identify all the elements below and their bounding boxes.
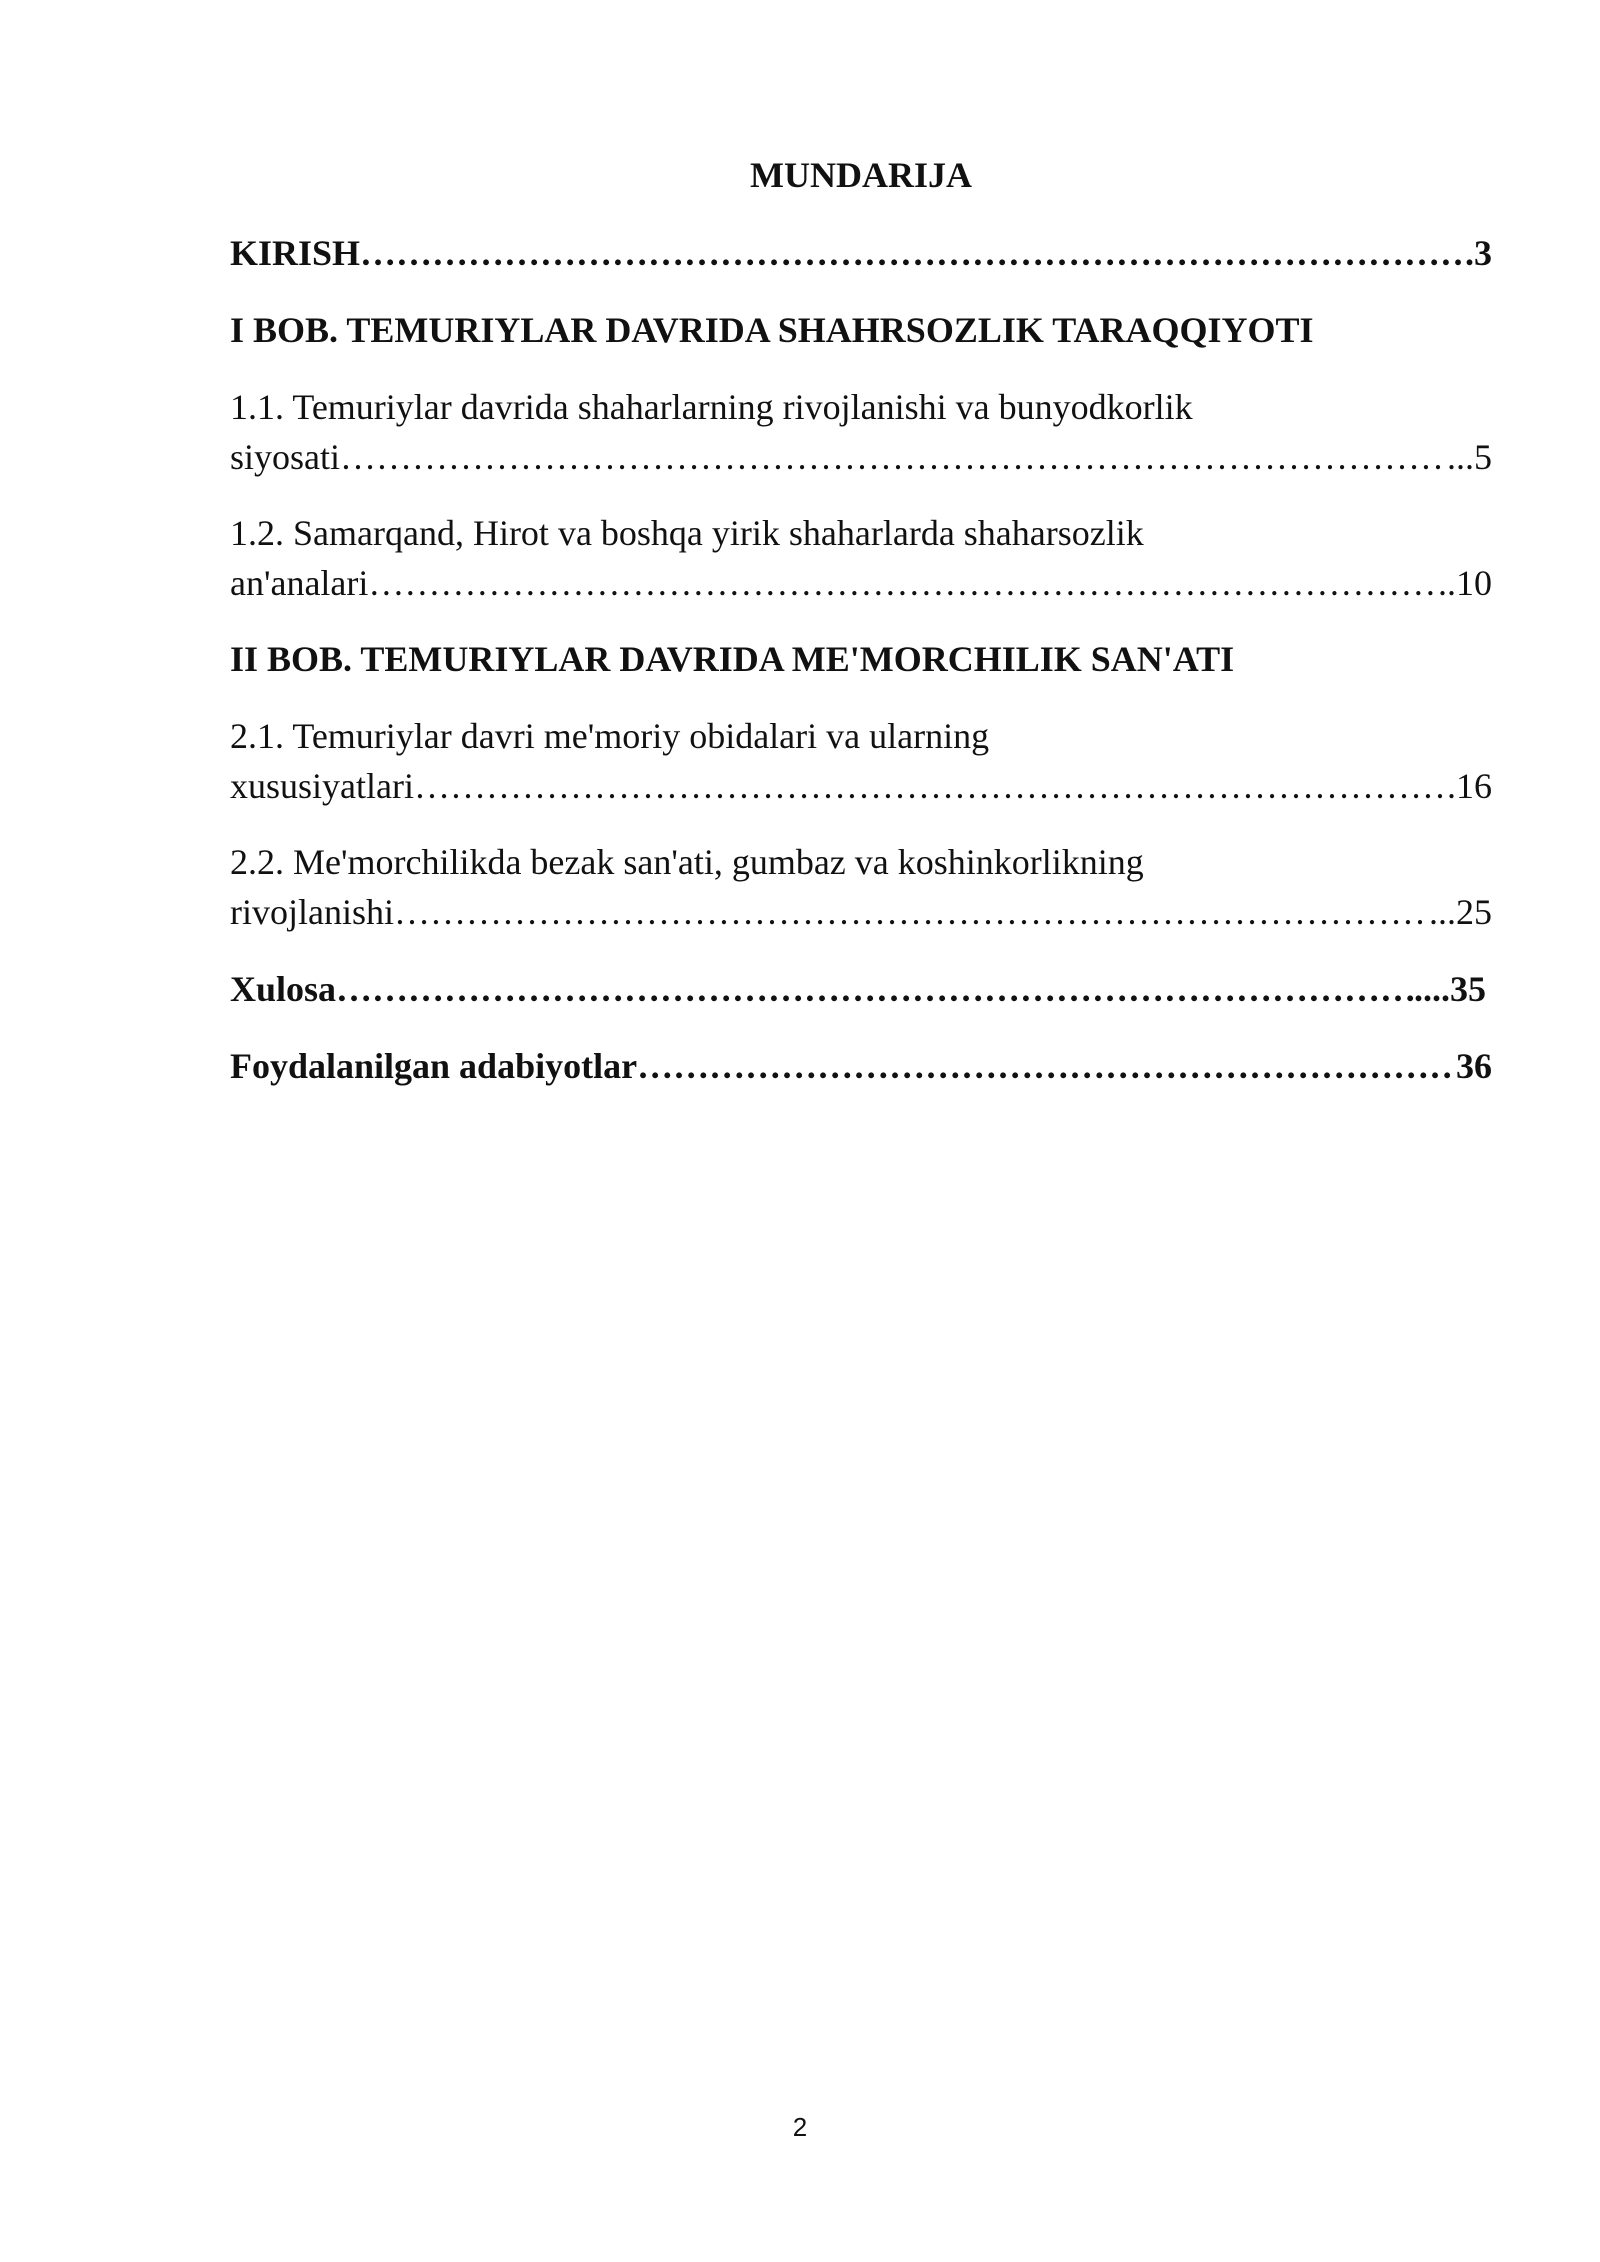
toc-chapter-label: I BOB. TEMURIYLAR DAVRIDA SHAHRSOZLIK TARAQQIYOTI — [230, 310, 1314, 350]
toc-chapter-label: II BOB. TEMURIYLAR DAVRIDA ME'MORCHILIK SAN'ATI — [230, 639, 1235, 679]
toc-page-number: .16 — [1447, 766, 1492, 806]
dot-leader — [414, 761, 1447, 811]
toc-page-number: ..10 — [1438, 563, 1492, 603]
dot-leader — [360, 228, 1465, 278]
toc-chapter-1[interactable] — [230, 305, 1492, 355]
page-title: MUNDARIJA — [750, 155, 972, 195]
toc-entry-label: Foydalanilgan adabiyotlar — [230, 1046, 638, 1086]
toc-section-2-2[interactable] — [230, 837, 1492, 937]
toc-entry-kirish[interactable] — [230, 228, 1492, 278]
toc-section-2-1[interactable] — [230, 711, 1492, 811]
dot-leader — [340, 432, 1447, 482]
toc-entry-label: KIRISH — [230, 233, 361, 273]
toc-section-1-2[interactable] — [230, 508, 1492, 608]
dot-leader — [336, 964, 1414, 1014]
toc-page-number: ...25 — [1429, 892, 1492, 932]
toc-page-number: 36 — [1456, 1046, 1492, 1086]
page-number: 2 — [792, 2112, 808, 2142]
toc-chapter-2[interactable] — [230, 634, 1492, 684]
toc-page-number: ...5 — [1447, 437, 1492, 477]
toc-entry-adabiyotlar[interactable] — [230, 1041, 1492, 1091]
dot-leader — [394, 887, 1429, 937]
toc-section-line1: 1.1. Temuriylar davrida shaharlarning rivojlanishi va bunyodkorlik — [230, 387, 1193, 427]
toc-section-line2: xususiyatlari — [230, 766, 414, 806]
toc-section-line1: 1.2. Samarqand, Hirot va boshqa yirik shaharlarda shaharsozlik — [230, 513, 1144, 553]
toc-page-number: .3 — [1465, 233, 1492, 273]
toc-section-line1: 2.2. Me'morchilikda bezak san'ati, gumbaz va koshinkorlikning — [230, 842, 1144, 882]
toc-section-line1: 2.1. Temuriylar davri me'moriy obidalari va ularning — [230, 716, 990, 756]
toc-section-line2: siyosati — [230, 437, 341, 477]
toc-entry-xulosa[interactable] — [230, 964, 1492, 1014]
toc-page-number: ....35 — [1414, 969, 1486, 1009]
dot-leader — [637, 1041, 1456, 1091]
toc-section-line2: rivojlanishi — [230, 892, 394, 932]
dot-leader — [368, 558, 1438, 608]
toc-entry-label: Xulosa — [230, 969, 337, 1009]
toc-section-line2: an'analari — [230, 563, 369, 603]
toc-section-1-1[interactable] — [230, 382, 1492, 482]
